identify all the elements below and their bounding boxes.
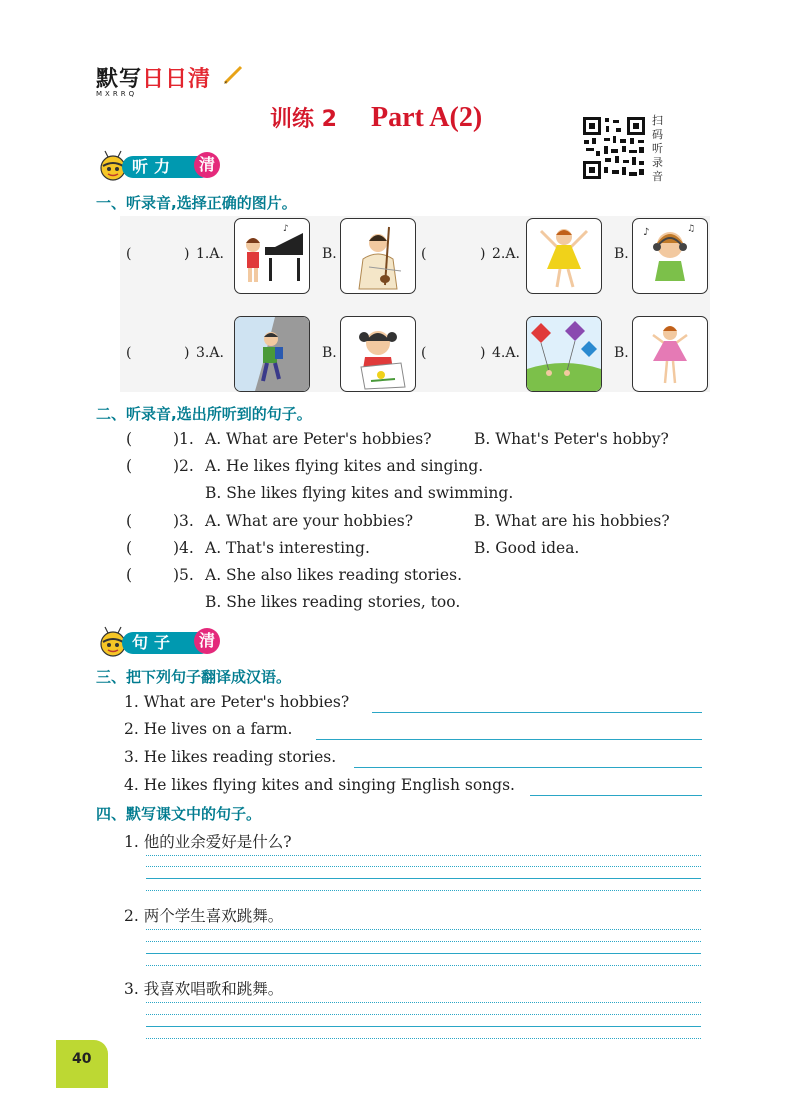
brand-logo [96,62,211,98]
q5-option-a: A. She also likes reading stories. [205,566,462,584]
item2-paren-close: ) [480,246,486,262]
item4-paren-close: ) [480,345,486,361]
dictation-item-3: 3. 我喜欢唱歌和跳舞。 [124,980,284,998]
ballet-girl-image [633,317,707,391]
item3-paren-open: ( [126,345,132,361]
q2-option-b: B. She likes flying kites and swimming. [205,484,514,502]
q4-option-b: B. Good idea. [474,539,580,557]
writing-line-dotted[interactable] [146,965,701,966]
q3-paren-open: ( [126,512,133,530]
writing-line-dotted[interactable] [146,941,701,942]
answer-line-2[interactable] [316,739,702,740]
q5-paren-open: ( [126,566,133,584]
qr-caption-char: 录 [652,156,663,169]
item3-option-b-label: B. [322,345,337,361]
item2-paren-open: ( [421,246,427,262]
translate-item-2: 2. He lives on a farm. [124,720,293,738]
listening-section-badge [96,150,226,180]
part3-heading: 三、把下列句子翻译成汉语。 [96,668,292,686]
brand-highlight-text: 日日清 [142,67,212,92]
writing-line-solid[interactable] [146,1026,701,1027]
svg-text:♪: ♪ [283,224,289,234]
item3-number: 3.A. [196,345,224,361]
dictation-item-1: 1. 他的业余爱好是什么? [124,833,292,851]
badge-label: 听力 [132,157,177,176]
item4-option-b-label: B. [614,345,629,361]
training-label: 训练 2 [270,107,337,132]
badge-label: 句子 [132,633,177,652]
part1-heading: 一、听录音,选择正确的图片。 [96,194,297,212]
qr-caption-char: 扫 [652,114,663,127]
part2-heading: 二、听录音,选出所听到的句子。 [96,405,312,423]
item2-option-b-label: B. [614,246,629,262]
item1-paren-open: ( [126,246,132,262]
writing-line-dotted[interactable] [146,866,701,867]
item2-option-b-picture[interactable] [632,218,708,294]
answer-line-4[interactable] [530,795,702,796]
qr-code-icon[interactable] [582,116,646,180]
translate-item-1: 1. What are Peter's hobbies? [124,693,350,711]
q4-number: )4. [173,539,194,557]
item1-paren-close: ) [184,246,190,262]
q1-paren-open: ( [126,430,133,448]
part-label: Part A(2) [370,102,483,133]
writing-line-dotted[interactable] [146,929,701,930]
singing-girl-image [633,219,707,293]
answer-line-1[interactable] [372,712,702,713]
writing-line-solid[interactable] [146,878,701,879]
qr-caption-char: 音 [652,170,663,183]
q5-option-b: B. She likes reading stories, too. [205,593,461,611]
q4-option-a: A. That's interesting. [205,539,370,557]
brand-main-text: 默写 [96,67,143,92]
badge-end-circle: 清 [194,152,220,178]
item4-option-b-picture[interactable] [632,316,708,392]
climbing-boy-image [235,317,309,391]
part4-heading: 四、默写课文中的句子。 [96,805,262,823]
dancing-girl-image [527,219,601,293]
writing-line-dotted[interactable] [146,890,701,891]
item4-option-a-picture[interactable] [526,316,602,392]
translate-item-4: 4. He likes flying kites and singing English songs. [124,776,515,794]
q1-number: )1. [173,430,194,448]
answer-line-3[interactable] [354,767,702,768]
item3-paren-close: ) [184,345,190,361]
item1-option-b-label: B. [322,246,337,262]
writing-line-dotted[interactable] [146,855,701,856]
q4-paren-open: ( [126,539,133,557]
item3-option-a-picture[interactable] [234,316,310,392]
qr-caption [652,114,666,184]
q3-option-b: B. What are his hobbies? [474,512,670,530]
q2-number: )2. [173,457,194,475]
item2-option-a-picture[interactable] [526,218,602,294]
erhu-player-image [341,219,415,293]
q1-option-b: B. What's Peter's hobby? [474,430,669,448]
page-number: 40 [72,1051,92,1067]
item4-number: 4.A. [492,345,520,361]
q2-option-a: A. He likes flying kites and singing. [205,457,484,475]
brand-sub-text: MXRRQ [96,90,138,98]
svg-text:♫: ♫ [687,224,696,234]
item1-option-a-picture[interactable] [234,218,310,294]
dictation-item-2: 2. 两个学生喜欢跳舞。 [124,907,284,925]
pen-icon [222,64,244,86]
item3-option-b-picture[interactable] [340,316,416,392]
q5-number: )5. [173,566,194,584]
writing-line-dotted[interactable] [146,1014,701,1015]
item2-number: 2.A. [492,246,520,262]
sentence-section-badge [96,626,226,656]
item4-paren-open: ( [421,345,427,361]
qr-caption-char: 听 [652,142,663,155]
page-number-tab [56,1040,108,1088]
writing-line-dotted[interactable] [146,1002,701,1003]
item1-option-b-picture[interactable] [340,218,416,294]
item1-number: 1.A. [196,246,224,262]
translate-item-3: 3. He likes reading stories. [124,748,337,766]
badge-end-circle: 清 [194,628,220,654]
flying-kites-image [527,317,601,391]
writing-line-solid[interactable] [146,953,701,954]
qr-caption-char: 码 [652,128,663,141]
writing-line-dotted[interactable] [146,1038,701,1039]
q2-paren-open: ( [126,457,133,475]
drawing-girl-image [341,317,415,391]
q3-number: )3. [173,512,194,530]
page-title [270,102,482,134]
piano-girl-image [235,219,309,293]
svg-text:♪: ♪ [643,227,650,238]
q3-option-a: A. What are your hobbies? [205,512,414,530]
q1-option-a: A. What are Peter's hobbies? [205,430,432,448]
